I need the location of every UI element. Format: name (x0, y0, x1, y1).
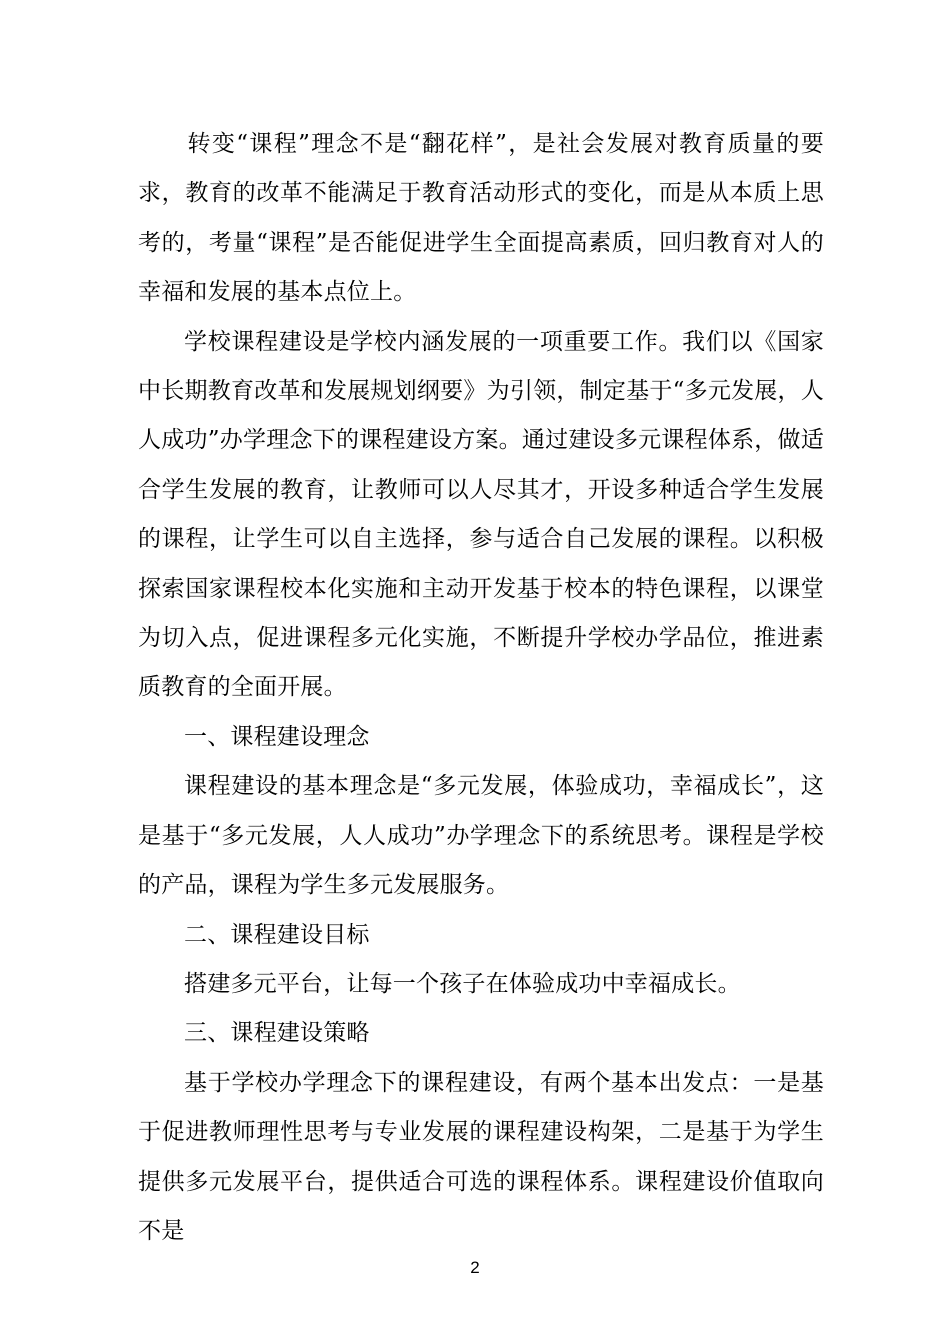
paragraph-goal: 搭建多元平台，让每一个孩子在体验成功中幸福成长。 (184, 970, 741, 997)
paragraph-course-construction: 学校课程建设是学校内涵发展的一项重要工作。我们以《国家中长期教育改革和发展规划纲要》为引领，制定基于“多元发展，人人成功”办学理念下的课程建设方案。通过建设多元课程体系，做适合学生发展的教育，让教师可以人尽其才，开设多种适合学生发展的课程，让学生可以自主选择，参与适合自己发展的课程。以积极探索国家课程校本化实施和主动开发基于校本的特色课程，以课堂为切入点，促进课程多元化实施，不断提升学校办学品位，推进素质教育的全面开展。 (138, 328, 824, 701)
section-heading-goal: 二、课程建设目标 (184, 921, 370, 948)
paragraph-intro: 转变“课程”理念不是“翻花样”，是社会发展对教育质量的要求，教育的改革不能满足于教育活动形式的变化，而是从本质上思考的，考量“课程”是否能促进学生全面提高素质，回归教育对人的幸福和发展的基本点位上。 (138, 131, 824, 306)
page-number: 2 (470, 1258, 480, 1277)
section-heading-concept: 一、课程建设理念 (184, 723, 370, 750)
paragraph-strategy: 基于学校办学理念下的课程建设，有两个基本出发点：一是基于促进教师理性思考与专业发展的课程建设构架，二是基于为学生提供多元发展平台，提供适合可选的课程体系。课程建设价值取向不是 (138, 1069, 824, 1244)
paragraph-concept: 课程建设的基本理念是“多元发展，体验成功，幸福成长”，这是基于“多元发展，人人成功”办学理念下的系统思考。课程是学校的产品，课程为学生多元发展服务。 (138, 773, 824, 899)
document-body (138, 120, 824, 1256)
section-heading-strategy: 三、课程建设策略 (184, 1020, 370, 1047)
